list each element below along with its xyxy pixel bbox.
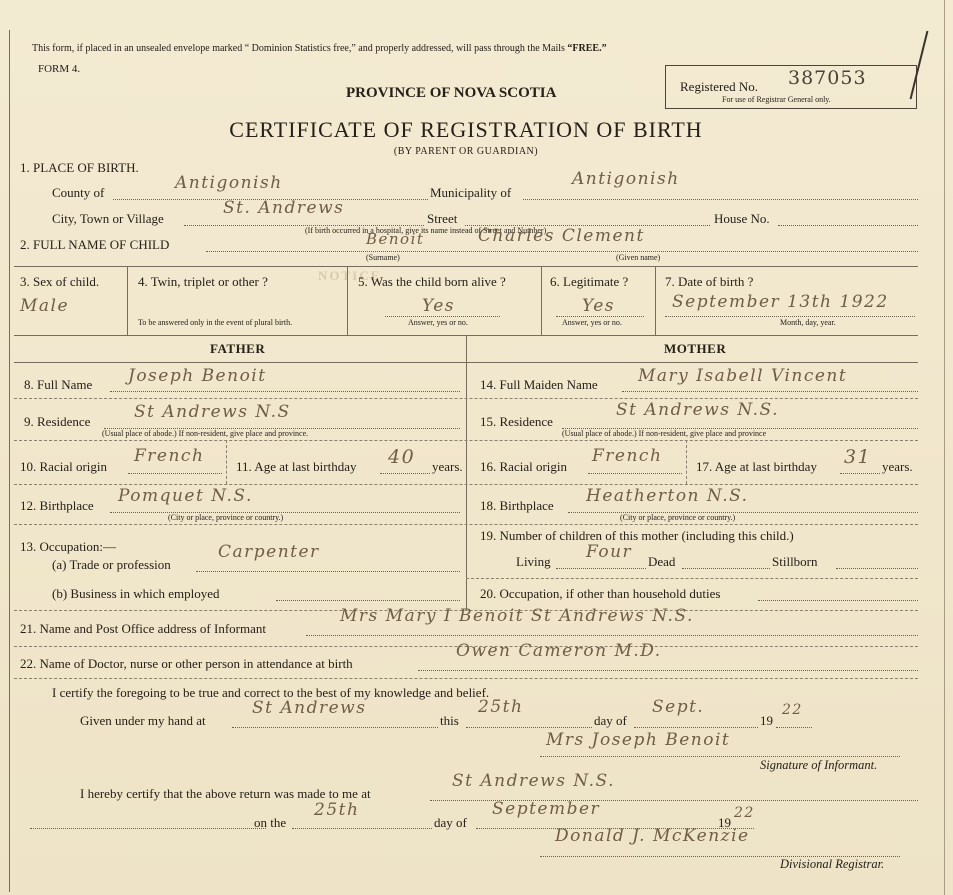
surname-caption: (Surname) xyxy=(366,253,400,262)
mother-age-line xyxy=(840,473,880,474)
registrar-caption: Divisional Registrar. xyxy=(780,857,885,871)
given-day-of-label: day of xyxy=(594,713,627,728)
living-line xyxy=(556,568,646,569)
mother-racial-label: 16. Racial origin xyxy=(480,459,568,474)
municipality-line xyxy=(523,199,918,200)
father-birthplace-line xyxy=(110,512,460,513)
father-racial-value: French xyxy=(134,446,205,466)
father-racial-line xyxy=(128,473,222,474)
dead-line xyxy=(682,568,770,569)
sex-value: Male xyxy=(20,296,70,316)
row-sep-3 xyxy=(14,484,918,485)
date-of-birth-note: Month, day, year. xyxy=(780,318,836,327)
father-birthplace-value: Pomquet N.S. xyxy=(118,486,253,506)
business-label: (b) Business in which employed xyxy=(52,586,220,601)
legitimate-label: 6. Legitimate ? xyxy=(550,274,629,289)
racial-age-divider-father xyxy=(226,440,227,484)
child-surname: Benoit xyxy=(366,230,425,248)
born-alive-value: Yes xyxy=(422,296,456,316)
registrar-on-the-label: on the xyxy=(254,815,287,830)
registrar-statement: I hereby certify that the above return was made to me at xyxy=(80,786,371,801)
place-of-birth-heading: 1. PLACE OF BIRTH. xyxy=(20,160,139,175)
legitimate-line xyxy=(556,316,644,317)
father-abode-note: (Usual place of abode.) If non-resident, give place and province. xyxy=(102,429,309,438)
informant-label: 21. Name and Post Office address of Informant xyxy=(20,621,266,636)
certificate-subtitle: (BY PARENT OR GUARDIAN) xyxy=(393,146,539,157)
center-divider xyxy=(466,335,467,610)
registrar-use-note: For use of Registrar General only. xyxy=(722,95,831,104)
father-age-line xyxy=(380,473,430,474)
box-divider-2 xyxy=(347,266,348,335)
given-year-line xyxy=(776,727,812,728)
trade-label: (a) Trade or profession xyxy=(52,557,171,572)
father-age-label: 11. Age at last birthday xyxy=(236,459,357,474)
mother-residence-value: St Andrews N.S. xyxy=(616,400,779,420)
registrar-day-of-label: day of xyxy=(434,815,467,830)
box-divider-4 xyxy=(655,266,656,335)
child-name-line xyxy=(206,251,918,252)
registrar-day-line xyxy=(292,828,432,829)
informant-signature-caption: Signature of Informant. xyxy=(760,758,878,772)
date-of-birth-line xyxy=(665,316,915,317)
given-year-prefix: 19 xyxy=(760,713,773,728)
father-name-line xyxy=(110,391,460,392)
certificate-title: CERTIFICATE OF REGISTRATION OF BIRTH xyxy=(229,117,703,142)
given-label: Given under my hand at xyxy=(80,713,206,728)
city-label: City, Town or Village xyxy=(52,211,164,226)
form-number: FORM 4. xyxy=(38,63,81,75)
mother-occupation-label: 20. Occupation, if other than household duties xyxy=(480,586,721,601)
mother-abode-note: (Usual place of abode.) If non-resident, give place and province xyxy=(562,429,767,438)
municipality-label: Municipality of xyxy=(430,185,512,200)
this-label: this xyxy=(440,713,459,728)
county-value: Antigonish xyxy=(175,173,283,193)
registrar-signature: Donald J. McKenzie xyxy=(555,826,750,846)
father-residence-value: St Andrews N.S xyxy=(134,402,291,422)
dead-label: Dead xyxy=(648,554,676,569)
given-day-line xyxy=(466,727,592,728)
twin-note: To be answered only in the event of plural birth. xyxy=(138,318,293,327)
registrar-month-value: September xyxy=(492,799,601,819)
informant-value: Mrs Mary I Benoit St Andrews N.S. xyxy=(340,606,694,626)
mother-birthplace-label: 18. Birthplace xyxy=(480,498,554,513)
father-occupation-label: 13. Occupation:— xyxy=(20,539,117,554)
certify-statement: I certify the foregoing to be true and correct to the best of my knowledge and belief. xyxy=(52,685,490,700)
mother-heading: MOTHER xyxy=(664,341,727,356)
born-alive-note: Answer, yes or no. xyxy=(408,318,468,327)
informant-signature-line xyxy=(540,756,900,757)
father-birthplace-label: 12. Birthplace xyxy=(20,498,94,513)
row-sep-1 xyxy=(14,398,918,399)
living-label: Living xyxy=(516,554,551,569)
row-sep-7 xyxy=(14,678,918,679)
mother-name-label: 14. Full Maiden Name xyxy=(480,377,598,392)
business-line xyxy=(276,600,460,601)
notice-watermark: NOTICE xyxy=(318,268,382,283)
registrar-lead-line xyxy=(30,828,266,829)
doctor-value: Owen Cameron M.D. xyxy=(456,641,662,661)
given-day-value: 25th xyxy=(478,697,524,717)
mother-birthplace-value: Heatherton N.S. xyxy=(586,486,749,506)
father-heading: FATHER xyxy=(210,341,266,356)
registered-label: Registered No. xyxy=(680,79,758,94)
registered-number: 387053 xyxy=(788,67,867,89)
registrar-year-prefix: 19 xyxy=(718,815,731,830)
mother-age-value: 31 xyxy=(844,446,872,468)
children-label: 19. Number of children of this mother (including this child.) xyxy=(480,528,794,543)
given-place-line xyxy=(232,727,438,728)
stillborn-label: Stillborn xyxy=(772,554,818,569)
house-line xyxy=(778,225,918,226)
given-year-value: 22 xyxy=(782,702,803,718)
row-sep-4 xyxy=(14,524,918,525)
date-of-birth-value: September 13th 1922 xyxy=(672,292,889,312)
given-name-caption: (Given name) xyxy=(616,253,661,262)
mother-years-label: years. xyxy=(882,459,913,474)
father-racial-label: 10. Racial origin xyxy=(20,459,108,474)
doctor-label: 22. Name of Doctor, nurse or other person in attendance at birth xyxy=(20,656,353,671)
father-residence-label: 9. Residence xyxy=(24,414,91,429)
child-name-label: 2. FULL NAME OF CHILD xyxy=(20,237,170,252)
sex-label: 3. Sex of child. xyxy=(20,274,100,289)
living-value: Four xyxy=(586,542,633,562)
born-alive-line xyxy=(385,316,500,317)
child-given-name: Charles Clement xyxy=(478,226,645,246)
mother-name-line xyxy=(622,391,918,392)
born-alive-label: 5. Was the child born alive ? xyxy=(358,274,506,289)
box-divider-3 xyxy=(541,266,542,335)
mail-note: This form, if placed in an unsealed envelope marked “ Dominion Statistics free,” and properly addressed, will pass through the Mails “FREE.” xyxy=(32,43,607,54)
informant-signature: Mrs Joseph Benoit xyxy=(546,730,731,750)
trade-line xyxy=(196,571,460,572)
mother-racial-value: French xyxy=(592,446,663,466)
given-month-value: Sept. xyxy=(652,697,705,717)
trade-value: Carpenter xyxy=(218,542,320,562)
given-month-line xyxy=(634,727,758,728)
mother-age-label: 17. Age at last birthday xyxy=(696,459,817,474)
row-top-border xyxy=(14,266,918,267)
date-of-birth-label: 7. Date of birth ? xyxy=(665,274,754,289)
box-divider-1 xyxy=(127,266,128,335)
registered-box xyxy=(665,65,917,109)
row-sep-2 xyxy=(14,440,918,441)
mother-residence-label: 15. Residence xyxy=(480,414,553,429)
twin-label: 4. Twin, triplet or other ? xyxy=(138,274,268,289)
left-margin-line xyxy=(9,30,10,892)
registrar-day-value: 25th xyxy=(314,800,360,820)
mother-racial-line xyxy=(588,473,682,474)
house-label: House No. xyxy=(714,211,770,226)
father-years-label: years. xyxy=(432,459,463,474)
father-age-value: 40 xyxy=(388,446,416,468)
province-heading: PROVINCE OF NOVA SCOTIA xyxy=(346,85,557,101)
informant-line xyxy=(306,635,918,636)
given-place-value: St Andrews xyxy=(252,698,367,718)
row-sep-mother-19 xyxy=(466,578,918,579)
hospital-note: (If birth occurred in a hospital, give its name instead of Street and Number) xyxy=(305,226,547,235)
doctor-line xyxy=(418,670,918,671)
father-name-value: Joseph Benoit xyxy=(128,366,267,386)
father-birthplace-note: (City or place, province or country.) xyxy=(168,513,284,522)
father-name-label: 8. Full Name xyxy=(24,377,93,392)
county-label: County of xyxy=(52,185,105,200)
right-edge-line xyxy=(944,0,945,895)
mother-birthplace-note: (City or place, province or country.) xyxy=(620,513,736,522)
city-value: St. Andrews xyxy=(223,198,345,218)
legitimate-value: Yes xyxy=(582,296,616,316)
legitimate-note: Answer, yes or no. xyxy=(562,318,622,327)
municipality-value: Antigonish xyxy=(572,169,680,189)
racial-age-divider-mother xyxy=(686,440,687,484)
registrar-place-value: St Andrews N.S. xyxy=(452,771,615,791)
mother-name-value: Mary Isabell Vincent xyxy=(638,366,848,386)
stillborn-line xyxy=(836,568,918,569)
street-label: Street xyxy=(427,211,458,226)
mother-occupation-line xyxy=(758,600,918,601)
registrar-year-value: 22 xyxy=(734,805,755,821)
